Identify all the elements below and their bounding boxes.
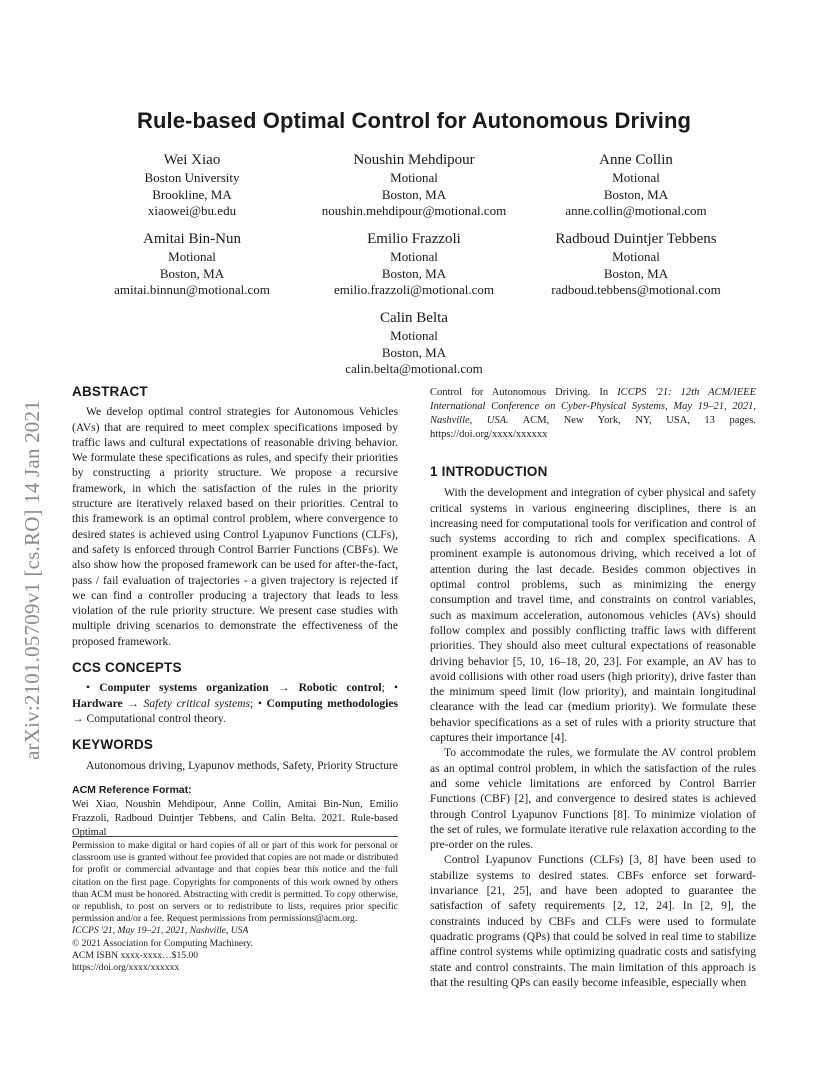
ccs-separator: ; xyxy=(249,696,254,710)
author-location: Boston, MA xyxy=(381,186,447,202)
author-location: Boston, MA xyxy=(381,265,447,281)
acm-ref-venue: ICCPS '21: 12th ACM/IEEE International Conference on Cyber-Physical Systems, May 19–21, 2021, Nashville, USA. xyxy=(430,387,756,426)
acm-ref-continued xyxy=(430,386,756,442)
intro-paragraph-1: With the development and integration of cyber physical and safety critical systems in various engineering disciplines, there is an increasing need for computational tools for verification and control of such systems according to rich and complex specifications. A prominent example is autonomous driving, which received a lot of attention during the last decade. Besides common objectives in optimal control problems, such as minimizing the energy consumption and travel time, and constraints on control variables, such as maximum acceleration, autonomous vehicles (AVs) should follow complex and possibly conflicting traffic laws with different priorities. They should also meet cultural expectations of reasonable driving behavior [5, 10, 16–18, 20, 23]. For example, an AV has to avoid collisions with other road users (high priority), drive faster than the minimum speed limit (low priority), and maintain longitudinal clearance with the lead car (medium priority). We formulate these behavior specifications as a set of rules with a priority structure that captures their importance [4]. xyxy=(430,486,756,745)
author-block xyxy=(506,151,766,220)
intro-paragraph-2: To accommodate the rules, we formulate the AV control problem as an optimal control problem, in which the satisfaction of the rules and some vehicle limitations are enforced by Control Barrier Functions (CBF) [2], and convergence to desired states is achieved through Control Lyapunov Functions [8]. To minimize violation of the set of rules, we formulate iterative rule relaxation according to the pre-order on the rules. xyxy=(430,746,756,852)
author-location: Boston, MA xyxy=(159,265,225,281)
author-affiliation: Motional xyxy=(390,249,438,264)
author-email: xiaowei@bu.edu xyxy=(147,203,237,218)
arxiv-stamp: arXiv:2101.05709v1 [cs.RO] 14 Jan 2021 xyxy=(20,400,44,760)
right-column xyxy=(430,386,756,990)
ccs-concept: Computer systems organization xyxy=(99,681,269,695)
ccs-arrow: → xyxy=(72,711,84,725)
paper-title: Rule-based Optimal Control for Autonomous Driving xyxy=(136,108,692,133)
keywords-heading: KEYWORDS xyxy=(72,737,154,753)
author-email: anne.collin@motional.com xyxy=(565,203,707,218)
ccs-bullet: • xyxy=(393,681,399,695)
keywords-text: Autonomous driving, Lyapunov methods, Safety, Priority Structure xyxy=(86,758,398,772)
author-location: Boston, MA xyxy=(381,344,447,360)
ccs-arrow: → xyxy=(277,681,290,695)
author-affiliation: Motional xyxy=(612,170,660,185)
footnote-doi: https://doi.org/xxxx/xxxxxx xyxy=(72,962,180,974)
ccs-concept: Hardware xyxy=(72,696,123,710)
author-block xyxy=(62,151,322,220)
author-name: Anne Collin xyxy=(599,152,673,168)
ccs-concepts xyxy=(72,680,398,726)
ccs-subconcept: Robotic control xyxy=(298,681,382,695)
acm-ref-heading: ACM Reference Format: xyxy=(72,783,192,796)
acm-ref-text-continued: Control for Autonomous Driving. In xyxy=(430,387,618,398)
author-email: amitai.binnun@motional.com xyxy=(114,282,270,297)
author-email: emilio.frazzoli@motional.com xyxy=(334,282,494,297)
author-email: radboud.tebbens@motional.com xyxy=(551,282,721,297)
author-block xyxy=(62,230,322,299)
author-block xyxy=(284,309,544,378)
author-block xyxy=(284,151,544,220)
footnote-copyright: © 2021 Association for Computing Machinery. xyxy=(72,937,253,949)
author-affiliation: Boston University xyxy=(144,170,240,185)
footnote-venue: ICCPS '21, May 19–21, 2021, Nashville, USA xyxy=(72,925,249,937)
ccs-subconcept: Computational control theory. xyxy=(86,711,226,725)
author-affiliation: Motional xyxy=(612,249,660,264)
author-email: noushin.mehdipour@motional.com xyxy=(321,203,507,218)
author-name: Emilio Frazzoli xyxy=(367,231,461,247)
ccs-bullet: • xyxy=(86,681,91,695)
author-affiliation: Motional xyxy=(390,170,438,185)
footnote-isbn: ACM ISBN xxxx-xxxx…$15.00 xyxy=(72,949,199,961)
footnote xyxy=(72,840,398,974)
author-location: Boston, MA xyxy=(603,265,669,281)
acm-ref-text: Wei Xiao, Noushin Mehdipour, Anne Collin, Amitai Bin-Nun, Emilio Frazzoli, Radboud Duintjer Tebbens, and Calin Belta. 2021. Rule-based Optimal xyxy=(72,799,398,839)
ccs-bullet: • xyxy=(257,696,262,710)
ccs-concept: Computing methodologies xyxy=(266,696,399,710)
intro-heading: 1 INTRODUCTION xyxy=(430,464,548,479)
ccs-separator: ; xyxy=(381,681,385,695)
author-name: Wei Xiao xyxy=(163,152,221,168)
author-block xyxy=(506,230,766,299)
author-block xyxy=(284,230,544,299)
left-column xyxy=(72,384,398,840)
author-name: Amitai Bin-Nun xyxy=(143,231,241,247)
acm-ref-publisher: ACM, New York, NY, USA, 13 pages. https://doi.org/xxxx/xxxxxx xyxy=(430,415,756,440)
intro-paragraph-3: Control Lyapunov Functions (CLFs) [3, 8] have been used to stabilize systems to desired states. CBFs enforce set forward-invariance [21, 25], and have been adopted to guarantee the satisfaction of safety requirements [2, 12, 24]. In [2, 9], the constraints induced by CBFs and CLFs were used to formulate quadratic programs (QPs) that could be solved in real time to stabilize affine control systems while optimizing quadratic costs and satisfying state and control constraints. The main limitation of this approach is that the resulting QPs can easily become infeasible, especially when xyxy=(430,853,756,989)
ccs-heading: CCS CONCEPTS xyxy=(72,660,182,676)
author-location: Brookline, MA xyxy=(152,186,232,202)
author-name: Noushin Mehdipour xyxy=(353,152,475,168)
footnote-rule xyxy=(72,836,398,837)
ccs-subconcept: Safety critical systems xyxy=(143,696,250,710)
author-affiliation: Motional xyxy=(168,249,216,264)
abstract-text: We develop optimal control strategies for Autonomous Vehicles (AVs) that are required to meet complex specifications imposed by traffic laws and cultural expectations of reasonable driving behavior. We formulate these specifications as rules, and specify their priorities by constructing a priority structure. We propose a recursive framework, in which the satisfaction of the rules in the priority structure are iteratively relaxed based on their priorities. Central to this framework is an optimal control problem, where convergence to desired states is achieved using Control Lyapunov Functions (CLFs), and safety is enforced through Control Barrier Functions (CBFs). We also show how the proposed framework can be used for after-the-fact, pass / fail evaluation of trajectories - a given trajectory is rejected if we can find a controller producing a trajectory that leads to less violation of the rule priority structure. We present case studies with multiple driving scenarios to demonstrate the effectiveness of the proposed framework. xyxy=(72,405,398,648)
permission-notice: Permission to make digital or hard copies of all or part of this work for personal or classroom use is granted without fee provided that copies are not made or distributed for profit or commercial advantage and that copies bear this notice and the full citation on the first page. Copyrights for components of this work owned by others than ACM must be honored. Abstracting with credit is permitted. To copy otherwise, or republish, to post on servers or to redistribute to lists, requires prior specific permission and/or a fee. Request permissions from permissions@acm.org. xyxy=(72,840,398,925)
author-location: Boston, MA xyxy=(603,186,669,202)
author-name: Calin Belta xyxy=(380,310,448,326)
ccs-arrow: → xyxy=(127,696,139,710)
author-name: Radboud Duintjer Tebbens xyxy=(555,231,717,247)
author-email: calin.belta@motional.com xyxy=(345,361,483,376)
abstract-heading: ABSTRACT xyxy=(72,384,148,399)
author-affiliation: Motional xyxy=(390,328,438,343)
